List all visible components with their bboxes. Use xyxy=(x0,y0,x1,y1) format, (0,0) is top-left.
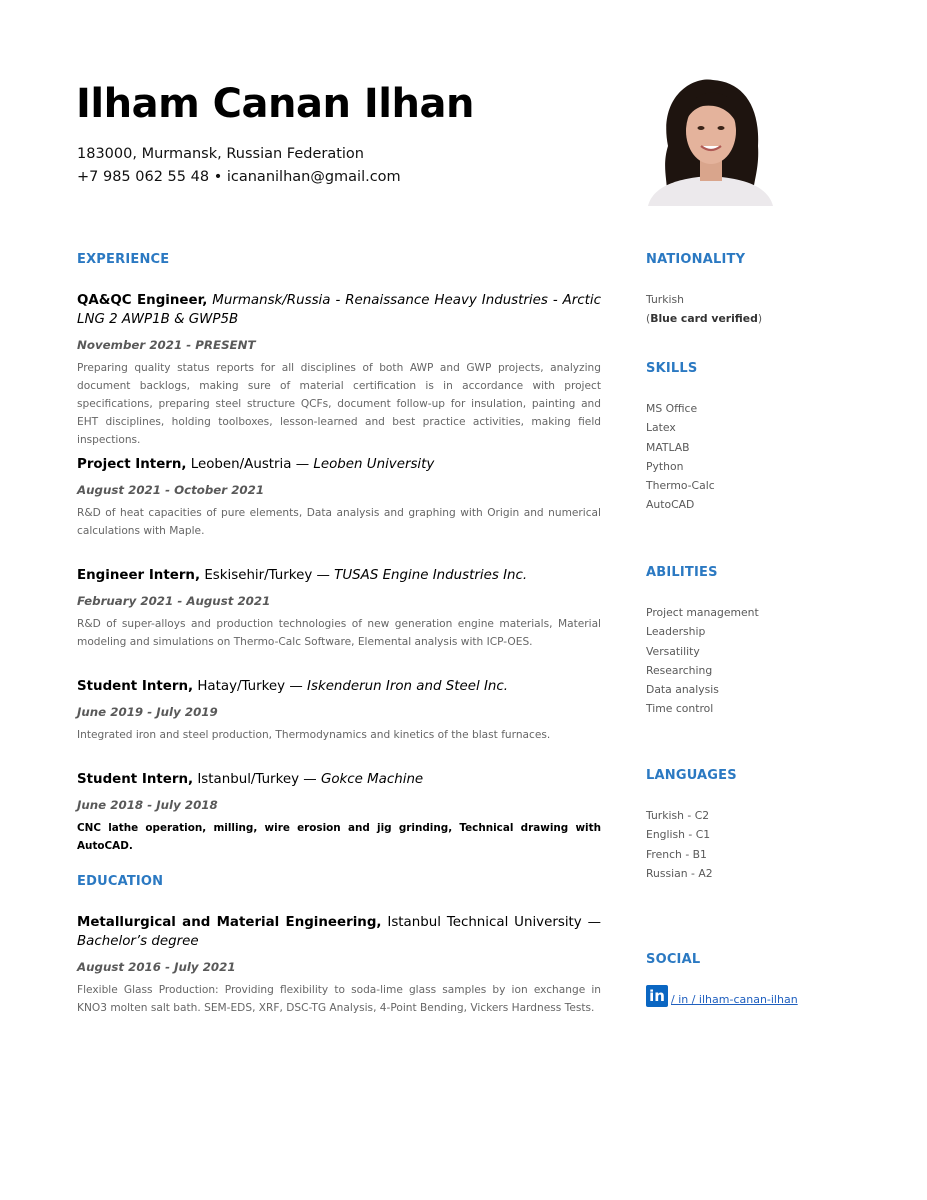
nationality-block xyxy=(646,290,906,329)
job-dates: February 2021 - August 2021 xyxy=(77,593,271,608)
job-role: Project Intern, xyxy=(77,457,187,472)
job-title xyxy=(77,771,601,790)
linkedin-icon[interactable]: in xyxy=(646,985,668,1007)
experience-item xyxy=(77,771,601,855)
blue-card-note: Blue card verified xyxy=(650,312,758,326)
dash-separator: — xyxy=(289,679,303,694)
email: icananilhan@gmail.com xyxy=(226,169,401,185)
social-links xyxy=(646,985,798,1007)
job-description: R&D of heat capacities of pure elements, Data analysis and graphing with Origin and numerical calculations with Maple. xyxy=(77,506,601,537)
experience-heading: EXPERIENCE xyxy=(77,252,170,267)
dash-separator: — xyxy=(316,568,330,583)
job-dates: June 2018 - July 2018 xyxy=(77,797,218,812)
abilities-list xyxy=(646,603,906,719)
skill-item: AutoCAD xyxy=(646,498,695,512)
skill-item: MS Office xyxy=(646,402,698,415)
job-organization: TUSAS Engine Industries Inc. xyxy=(334,568,528,583)
skill-item: MATLAB xyxy=(646,440,690,454)
job-dates: November 2021 - PRESENT xyxy=(77,338,256,352)
nationality-note xyxy=(646,309,906,328)
nationality-value: Turkish xyxy=(646,293,684,306)
bullet-separator: • xyxy=(213,169,223,185)
language-item: Turkish - C2 xyxy=(646,809,710,822)
languages-heading: LANGUAGES xyxy=(646,768,737,783)
dash-separator: — xyxy=(295,457,310,472)
job-title xyxy=(77,678,601,697)
job-organization: Leoben University xyxy=(313,457,435,472)
skills-list xyxy=(646,399,906,515)
nationality-heading: NATIONALITY xyxy=(646,252,746,267)
education-description: Flexible Glass Production: Providing flexibility to soda-lime glass samples by ion exchange in KNO3 molten salt bath. SEM-EDS, XRF, DSC-TG Analysis, 4-Point Bending, Vickers Hardness Tests. xyxy=(77,984,601,1014)
job-location: Eskisehir/Turkey xyxy=(204,568,313,583)
social-heading: SOCIAL xyxy=(646,952,701,967)
contact-block xyxy=(77,143,401,189)
job-location: Leoben/Austria xyxy=(190,457,292,472)
skill-item: Thermo-Calc xyxy=(646,479,715,493)
skill-item: Latex xyxy=(646,421,676,435)
experience-item xyxy=(77,567,601,651)
phone-email-line xyxy=(77,166,401,189)
job-description: Integrated iron and steel production, Thermodynamics and kinetics of the blast furnaces. xyxy=(77,728,551,741)
job-role: Student Intern, xyxy=(77,679,194,694)
dash-separator: — xyxy=(587,915,601,930)
education-heading: EDUCATION xyxy=(77,874,164,889)
education-item xyxy=(77,914,601,1017)
job-title xyxy=(77,292,601,329)
job-organization: Murmansk/Russia - Renaissance Heavy Industries - Arctic LNG 2 AWP1B & GWP5B xyxy=(77,293,601,327)
job-organization: Gokce Machine xyxy=(320,772,424,787)
paren-close: ) xyxy=(757,312,763,326)
job-description: Preparing quality status reports for all disciplines of both AWP and GWP projects, analyzing document backlogs, making sure of material certification is in accordance with project specifications, preparing steel structure QCFs, document follow-up for insulation, painting and EHT disciplines, holding toolboxes, lesson-learned and best practice activities, making field inspections. xyxy=(77,362,601,446)
language-item: Russian - A2 xyxy=(646,866,713,880)
languages-list xyxy=(646,806,906,883)
job-role: QA&QC Engineer, xyxy=(77,293,208,308)
degree-title xyxy=(77,914,601,951)
experience-item xyxy=(77,292,601,449)
language-item: French - B1 xyxy=(646,847,707,861)
ability-item: Researching xyxy=(646,663,713,677)
job-location: Hatay/Turkey xyxy=(197,679,286,694)
job-dates: June 2019 - July 2019 xyxy=(77,704,218,719)
job-dates: August 2021 - October 2021 xyxy=(77,482,265,497)
degree-type: Bachelor’s degree xyxy=(77,933,199,949)
school-name: Istanbul Technical University xyxy=(387,915,582,930)
address: 183000, Murmansk, Russian Federation xyxy=(77,146,364,162)
job-role: Student Intern, xyxy=(77,772,194,787)
education-dates: August 2016 - July 2021 xyxy=(77,960,236,974)
ability-item: Time control xyxy=(646,702,714,716)
profile-photo xyxy=(648,76,773,206)
job-location: Istanbul/Turkey xyxy=(197,772,300,787)
language-item: English - C1 xyxy=(646,828,711,842)
job-role: Engineer Intern, xyxy=(77,568,201,583)
experience-item xyxy=(77,678,601,744)
experience-item xyxy=(77,456,601,540)
job-organization: Iskenderun Iron and Steel Inc. xyxy=(307,679,508,694)
abilities-heading: ABILITIES xyxy=(646,565,718,580)
degree-field: Metallurgical and Material Engineering, xyxy=(77,915,382,930)
candidate-name: Ilham Canan Ilhan xyxy=(76,81,474,127)
dash-separator: — xyxy=(303,772,317,787)
paren-open: ( xyxy=(646,312,651,326)
ability-item: Leadership xyxy=(646,625,706,639)
phone: +7 985 062 55 48 xyxy=(77,169,210,185)
job-description: R&D of super-alloys and production technologies of new generation engine materials, Material modeling and simulations on Thermo-Calc Software, Elemental analysis with ICP-OES. xyxy=(77,617,601,648)
job-description: CNC lathe operation, milling, wire erosion and jig grinding, Technical drawing with AutoCAD. xyxy=(77,821,601,852)
skills-heading: SKILLS xyxy=(646,361,698,376)
ability-item: Data analysis xyxy=(646,683,719,697)
job-title xyxy=(77,456,601,475)
ability-item: Project management xyxy=(646,606,759,619)
ability-item: Versatility xyxy=(646,644,700,658)
job-title xyxy=(77,567,601,586)
linkedin-link[interactable]: / in / ilham-canan-ilhan xyxy=(671,993,798,1006)
skill-item: Python xyxy=(646,459,684,473)
